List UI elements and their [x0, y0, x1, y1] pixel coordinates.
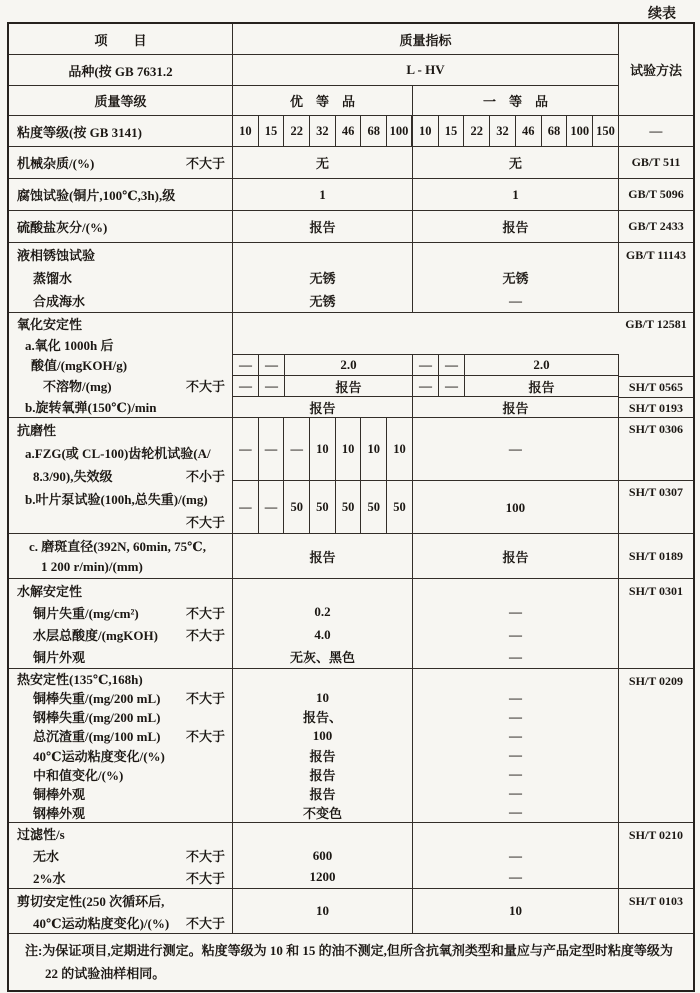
sub-label: [9, 845, 232, 867]
premium-value: 无锈: [309, 294, 336, 309]
block-oxidation-stability: [9, 312, 693, 417]
method-cell: SH/T 0189: [628, 548, 684, 563]
value-cell: 50: [336, 481, 362, 534]
limit-condition: 不大于: [185, 849, 225, 864]
premium-value: 无灰、黑色: [289, 650, 355, 666]
label-column: [9, 418, 233, 533]
premium-value: 报告: [309, 767, 336, 783]
value-cell: 10: [336, 418, 362, 480]
first-value: 报告: [465, 376, 619, 396]
row-mechanical-impurity: [9, 146, 693, 178]
first-value: —: [509, 869, 522, 885]
row-label: 铜片失重/(mg/cm²): [33, 605, 139, 621]
row-label: 2%水: [33, 870, 66, 886]
header-variety-label-cell: 品种(按 GB 7631.2: [9, 55, 233, 85]
insoluble-value-row: [233, 375, 619, 396]
sub-label: 蒸馏水: [33, 271, 73, 286]
viscosity-grade-cell: 10: [233, 116, 259, 146]
first-value-cell: 1: [413, 179, 619, 210]
dash-cell: —: [413, 376, 439, 396]
viscosity-grade-cell: 46: [516, 116, 542, 146]
limit-condition: 不大于: [185, 915, 225, 931]
value-area: [233, 418, 619, 533]
viscosity-grade-cell: 100: [387, 116, 413, 146]
method-cell: SH/T 0306: [628, 422, 684, 436]
value-cell: —: [233, 481, 259, 534]
dash-cell: —: [413, 355, 439, 375]
table-footnote-row: [9, 933, 693, 990]
sub-label: b.叶片泵试验(100h,总失重)/(mg): [25, 492, 208, 507]
first-value: —: [509, 604, 522, 620]
dash-cell: —: [439, 376, 465, 396]
sub-label: 合成海水: [33, 294, 86, 309]
value-cell: —: [233, 418, 259, 480]
header-first-grade-cell: 一 等 品: [413, 86, 619, 115]
premium-value: 报告: [233, 397, 413, 417]
block-title: 过滤性/s: [17, 827, 65, 843]
sub-label: 1 200 r/min)/(mm): [41, 559, 143, 574]
label-column: [9, 579, 233, 668]
limit-condition: 不大于: [185, 628, 225, 644]
premium-value-cell: 报告: [233, 534, 413, 578]
value-cell: —: [284, 418, 310, 480]
header-row-variety: [9, 54, 619, 85]
label-cell: [9, 147, 233, 178]
dash-cell: —: [233, 355, 259, 375]
viscosity-grade-cell: 68: [542, 116, 568, 146]
viscosity-grade-cell: 22: [284, 116, 310, 146]
premium-value-cell: 1: [233, 179, 413, 210]
viscosity-grade-cell: 150: [593, 116, 619, 146]
row-label: 铜棒失重/(mg/200 mL): [33, 691, 161, 707]
sub-label: 40℃运动粘度变化/(%): [33, 748, 165, 764]
first-value: —: [509, 648, 522, 664]
first-column: [413, 243, 619, 312]
value-cell: 50: [310, 481, 336, 534]
label-column: [9, 823, 233, 888]
first-value-cell: 无: [413, 147, 619, 178]
label-cell: [9, 179, 233, 210]
method-cell: SH/T 0103: [628, 894, 684, 908]
value-area: [233, 313, 619, 417]
method-column: [619, 313, 693, 417]
first-value: 2.0: [465, 355, 619, 375]
block-title: 热安定性(135℃,168h): [17, 672, 143, 688]
sub-label: 中和值变化/(%): [33, 767, 124, 783]
header-quality-index-cell: 质量指标: [233, 24, 619, 54]
row-wear-scar: [9, 533, 693, 578]
label-column: [9, 889, 233, 933]
sub-label: c. 磨斑直径(392N, 60min, 75℃,: [29, 538, 206, 554]
premium-value: 10: [316, 689, 329, 705]
row-label: 硫酸盐灰分/(%): [17, 220, 108, 235]
limit-condition: 不小于: [185, 469, 225, 484]
first-value-cell: 报告: [413, 211, 619, 242]
premium-column: [233, 823, 413, 888]
block-shear-stability: [9, 888, 693, 933]
first-column: [413, 579, 619, 668]
sub-label: 酸值/(mgKOH/g): [31, 358, 128, 374]
premium-column: [233, 579, 413, 668]
sub-label: [9, 688, 232, 707]
first-value: —: [509, 785, 522, 801]
first-column: [413, 823, 619, 888]
viscosity-grade-cell: 46: [336, 116, 362, 146]
row-label: 无水: [33, 849, 60, 864]
header-test-method-cell: 试验方法: [629, 63, 682, 78]
first-column: [413, 669, 619, 822]
first-value: 无锈: [502, 271, 529, 286]
method-cell: SH/T 0193: [628, 400, 684, 415]
method-cell: GB/T 11143: [625, 248, 687, 262]
premium-value: 报告: [309, 748, 336, 764]
sub-label: [9, 510, 232, 533]
footnote-text: 注:为保证项目,定期进行测定。粘度等级为 10 和 15 的油不测定,但所含抗氧剂类型和量应与产品定型时粘度等级为 22 的试验油样相同。: [25, 943, 673, 981]
row-corrosion-test: [9, 178, 693, 210]
viscosity-grade-cell: 15: [259, 116, 285, 146]
premium-value: 1200: [309, 869, 336, 885]
sub-label: [9, 601, 232, 623]
viscosity-grade-cell: 32: [310, 116, 336, 146]
table-header: [9, 24, 693, 115]
sub-label: [9, 726, 232, 745]
dash-cell: —: [439, 355, 465, 375]
first-value: —: [509, 626, 522, 642]
header-premium-grade-cell: 优 等 品: [233, 86, 413, 115]
limit-condition: 不大于: [185, 691, 225, 707]
premium-value: 100: [312, 727, 333, 743]
value-cell: 50: [361, 481, 387, 534]
value-cell: —: [259, 418, 285, 480]
value-cell: 50: [387, 481, 413, 534]
premium-value: 报告: [285, 376, 413, 396]
first-value: 报告: [413, 397, 619, 417]
block-hydrolytic-stability: [9, 578, 693, 668]
first-value: —: [509, 708, 522, 724]
label-column: [9, 313, 233, 417]
first-value-cell: 10: [413, 889, 619, 933]
dash-cell: —: [233, 376, 259, 396]
method-cell: SH/T 0210: [628, 828, 684, 842]
method-cell: GB/T 12581: [625, 317, 687, 331]
block-filterability: [9, 822, 693, 888]
block-rust-test: [9, 242, 693, 312]
viscosity-method-cell: —: [649, 123, 663, 138]
row-label: 机械杂质/(%): [17, 156, 95, 171]
row-label: 不溶物/(mg): [43, 379, 112, 395]
limit-condition: 不大于: [185, 515, 225, 530]
value-cell: —: [259, 481, 285, 534]
block-thermal-stability: [9, 668, 693, 822]
sub-label: [9, 866, 232, 888]
first-value: —: [509, 727, 522, 743]
sub-label: a.氧化 1000h 后: [25, 337, 114, 353]
premium-value: 4.0: [314, 626, 331, 642]
method-cell: GB/T 2433: [628, 219, 684, 233]
continued-table-label: 续表: [648, 7, 676, 22]
vane-pump-value-row: [233, 480, 619, 534]
method-column: [619, 418, 693, 533]
first-value: —: [509, 847, 522, 863]
header-variety-value-cell: L - HV: [233, 55, 619, 85]
sub-label: 铜棒外观: [33, 786, 86, 802]
limit-condition: 不大于: [185, 605, 225, 621]
viscosity-grade-cell: 100: [567, 116, 593, 146]
limit-condition: 不大于: [185, 156, 225, 171]
sub-label: 铜片外观: [33, 650, 86, 666]
viscosity-grade-cell: 22: [464, 116, 490, 146]
first-value: —: [509, 292, 522, 308]
sub-label: b.旋转氧弹(150℃)/min: [25, 400, 157, 416]
row-label: 总沉渣重/(mg/100 mL): [33, 729, 161, 745]
sub-label: a.FZG(或 CL-100)齿轮机试验(A/: [25, 446, 211, 461]
sub-label: [9, 375, 232, 396]
first-value: —: [509, 804, 522, 820]
value-cell: 10: [310, 418, 336, 480]
method-cell: SH/T 0565: [628, 379, 684, 394]
fzg-value-row: [233, 418, 619, 480]
first-value-cell: 报告: [413, 534, 619, 578]
block-title: 液相锈蚀试验: [17, 248, 96, 263]
block-title: 抗磨性: [17, 423, 57, 438]
row-label: 腐蚀试验(铜片,100℃,3h),级: [17, 188, 176, 203]
viscosity-grade-cell: 15: [439, 116, 465, 146]
label-column: [9, 243, 233, 312]
value-cell: 50: [284, 481, 310, 534]
block-antiwear: [9, 417, 693, 533]
row-sulfate-ash: [9, 210, 693, 242]
label-column: [9, 534, 233, 578]
viscosity-grade-cell: 10: [413, 116, 439, 146]
premium-value: 0.2: [314, 604, 331, 620]
premium-value-cell: 报告: [233, 211, 413, 242]
method-cell: SH/T 0301: [628, 584, 684, 598]
premium-value: 报告、: [302, 710, 342, 726]
header-grade-label-cell: 质量等级: [9, 86, 233, 115]
quality-spec-table: [7, 22, 695, 992]
sub-label: [9, 624, 232, 646]
first-value: 100: [413, 481, 619, 534]
dash-cell: —: [259, 376, 285, 396]
block-title: 剪切安定性(250 次循环后,: [17, 893, 165, 909]
header-row-grade: [9, 85, 619, 115]
value-cell: 10: [361, 418, 387, 480]
limit-condition: 不大于: [185, 729, 225, 745]
acid-value-row: [233, 354, 619, 375]
premium-value: 报告: [309, 786, 336, 802]
premium-value-cell: 无: [233, 147, 413, 178]
method-cell: SH/T 0307: [628, 485, 684, 499]
method-cell: SH/T 0209: [628, 674, 684, 688]
row-viscosity-grade: [9, 115, 693, 146]
sub-label: 钢棒失重/(mg/200 mL): [33, 710, 161, 726]
premium-column: [233, 243, 413, 312]
sub-label: 钢棒外观: [33, 805, 86, 821]
rotary-bomb-value-row: [233, 396, 619, 417]
viscosity-grade-cell: 32: [490, 116, 516, 146]
viscosity-grade-cell: 68: [361, 116, 387, 146]
sub-label: [9, 911, 232, 933]
first-value: —: [509, 747, 522, 763]
block-title: 水解安定性: [17, 583, 83, 599]
premium-value: 无锈: [309, 271, 336, 286]
viscosity-label-cell: 粘度等级(按 GB 3141): [9, 116, 233, 146]
label-column: [9, 669, 233, 822]
first-value: —: [509, 689, 522, 705]
premium-column: [233, 669, 413, 822]
label-cell: [9, 211, 233, 242]
header-item-cell: 项 目: [9, 24, 233, 54]
premium-value: 600: [312, 847, 333, 863]
header-left-grid: [9, 24, 619, 115]
block-title: 氧化安定性: [17, 316, 83, 332]
method-cell: GB/T 5096: [628, 187, 684, 201]
value-cell: 10: [387, 418, 413, 480]
first-value: —: [509, 766, 522, 782]
row-label: 水层总酸度/(mgKOH): [33, 628, 158, 644]
premium-value: 不变色: [302, 805, 342, 821]
limit-condition: 不大于: [185, 870, 225, 886]
limit-condition: 不大于: [185, 379, 225, 395]
premium-value: 2.0: [285, 355, 413, 375]
sub-label: [9, 464, 232, 487]
dash-cell: —: [259, 355, 285, 375]
header-row-item: [9, 24, 619, 54]
method-cell: GB/T 511: [631, 155, 681, 169]
row-label: 8.3/90),失效级: [33, 469, 113, 484]
first-value: —: [413, 418, 619, 480]
row-label: 40℃运动粘度变化)/(%): [33, 915, 170, 931]
premium-value-cell: 10: [233, 889, 413, 933]
